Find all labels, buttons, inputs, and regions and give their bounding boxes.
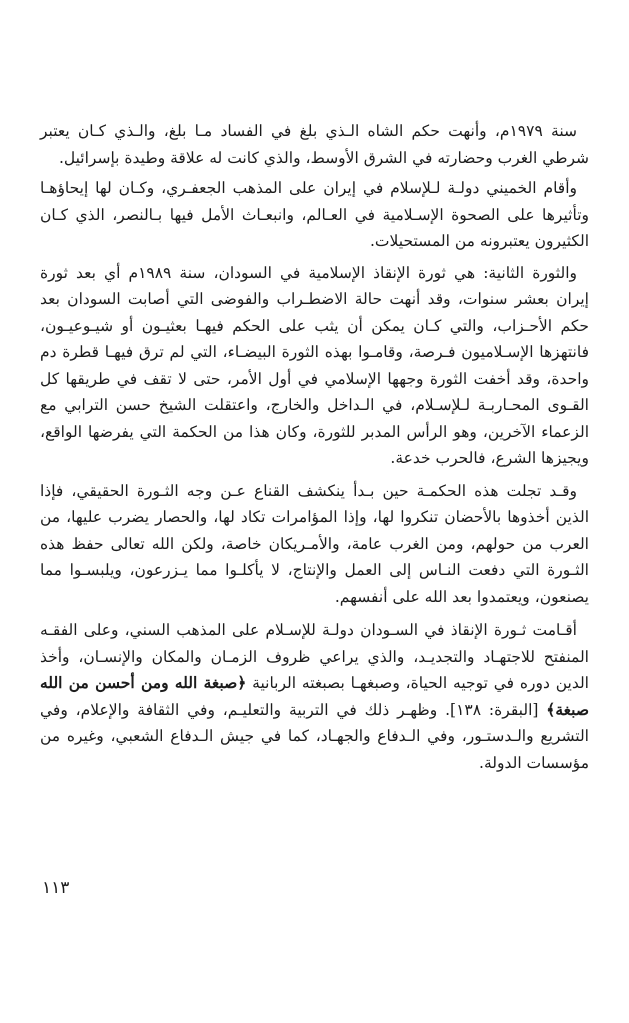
paragraph-5-text-before: أقـامت ثـورة الإنقاذ في السـودان دولـة للإسـلام على المذهب السني، وعلى الفقـه المنفتح للاجتهـاد والتجديـد، والذي يراعي ظروف الزمـان والمكان والإنسـان، وأخذ الدين دوره في توجيه الحياة، وصبغهـا بصبغته الربانية <box>40 621 589 692</box>
paragraph-5 <box>40 617 589 776</box>
paragraph-2: وأقام الخميني دولـة لـلإسلام في إيران على المذهب الجعفـري، وكـان لها إيحاؤهـا وتأثيرها على الصحوة الإسـلامية في العـالم، وانبعـاث الأمل فيها بـالنصر، الذي كـان الكثيرون يعتبرونه من المستحيلات. <box>40 179 589 250</box>
paragraph-3: والثورة الثانية: هي ثورة الإنقاذ الإسلامية في السودان، سنة ١٩٨٩م أي بعد ثورة إيران بعشر سنوات، وقد أنهت حالة الاضطـراب والفوضى التي أصابت السودان بعد حكم الأحـزاب، والتي كـان يمكن أن يثب على الحكم فيهـا بعثيـون أو شيـوعيـون، فانتهزها الإسـلاميون فـرصة، وقامـوا بهذه الثورة البيضـاء، التي لم ترق فيهـا قطرة دم واحدة، وقد أخفت الثورة وجهها الإسلامي في أول الأمر، حتى لا تقف في طريقها كل القـوى المحـاربـة لـلإسـلام، في الـداخل والخارج، واعتقلت الشيخ حسن الترابي مع الزعماء الآخرين، وهو الرأس المدبر للثورة، وكان هذا من الحكمة التي يفرضها الواقع، ويجيزها الشرع، فالحرب خدعة. <box>40 263 589 467</box>
quran-verse: ﴿صبغة الله ومن أحسن من الله صبغة﴾ <box>40 673 589 719</box>
document-page <box>40 118 589 776</box>
page-number: ١١٣ <box>42 878 70 898</box>
paragraph-5-text-after: [البقرة: ١٣٨]. وظهـر ذلك في التربية والتعليـم، وفي الثقافة والإعلام، وفي التشريع والـدستـور، وفي الـدفاع والجهـاد، كما في جيش الـدفاع الشعبي، وغيره من مؤسسات الدولة. <box>40 700 589 772</box>
paragraph-1: سنة ١٩٧٩م، وأنهت حكم الشاه الـذي بلغ في الفساد مـا بلغ، والـذي كـان يعتبر شرطي الغرب وحضارته في الشرق الأوسط، والذي كانت له علاقة وطيدة بإسرائيل. <box>40 122 589 167</box>
paragraph-4: وقـد تجلت هذه الحكمـة حين بـدأ ينكشف القناع عـن وجه الثـورة الحقيقي، فإذا الذين أخذوها بالأحضان تنكروا لها، وإذا المؤامرات تكاد لها، والحصار يضرب عليها، من العرب من حولهم، ومن الغرب عامة، والأمـريكان خاصة، ولكن الله تعالى حفظ هذه الثـورة التي دفعت النـاس إلى العمل والإنتاج، لا يأكلـوا مما يـزرعون، ويلبسـوا مما يصنعون، ويعتمدوا بعد الله على أنفسهم. <box>40 481 589 606</box>
